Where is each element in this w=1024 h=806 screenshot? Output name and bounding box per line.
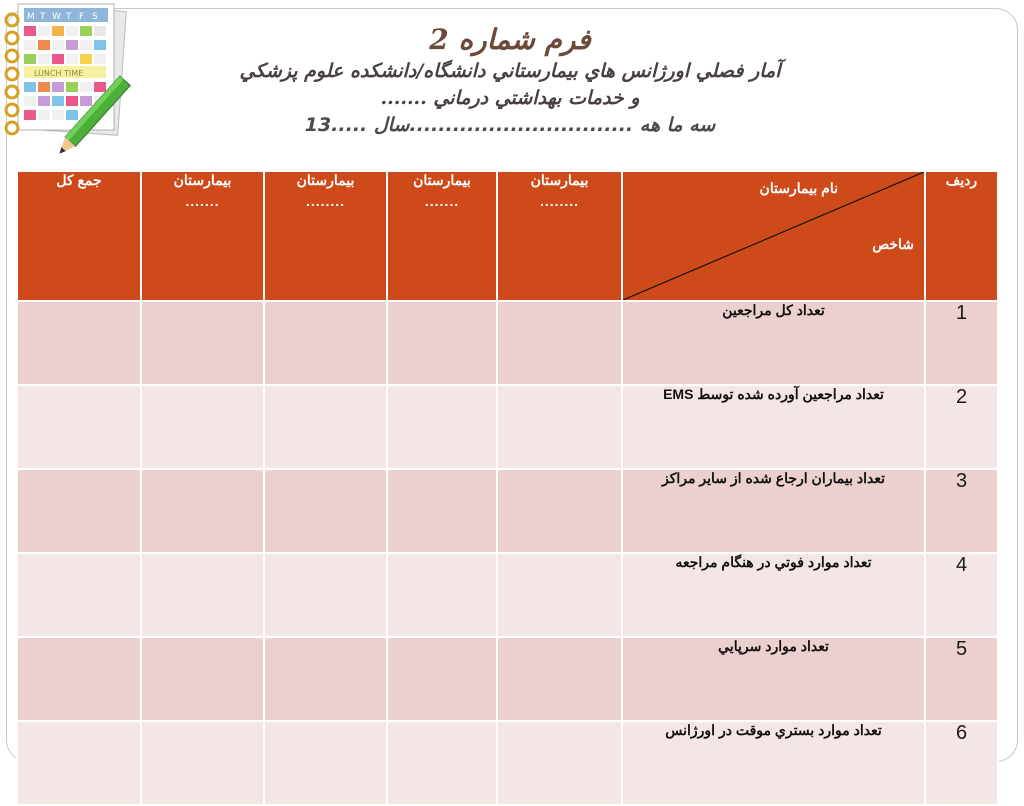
table-row <box>17 469 998 553</box>
svg-text:T: T <box>40 12 46 22</box>
svg-text:S: S <box>92 12 98 22</box>
svg-text:F: F <box>79 12 85 22</box>
table-row <box>17 721 998 805</box>
data-cell[interactable] <box>497 637 622 721</box>
row-number: 6 <box>925 721 998 805</box>
row-number: 1 <box>925 301 998 385</box>
data-cell[interactable] <box>387 721 497 805</box>
svg-text:LUNCH TIME: LUNCH TIME <box>34 69 84 78</box>
total-cell[interactable] <box>17 385 141 469</box>
svg-text:W: W <box>52 12 61 22</box>
total-cell[interactable] <box>17 637 141 721</box>
data-cell[interactable] <box>387 301 497 385</box>
data-cell[interactable] <box>387 469 497 553</box>
form-subtitle-line2: و خدمات بهداشتي درماني ....... <box>380 87 640 109</box>
data-cell[interactable] <box>141 469 264 553</box>
table-row <box>17 637 998 721</box>
data-cell[interactable] <box>387 385 497 469</box>
data-cell[interactable] <box>497 301 622 385</box>
data-cell[interactable] <box>141 553 264 637</box>
row-number: 5 <box>925 637 998 721</box>
data-cell[interactable] <box>264 469 387 553</box>
total-cell[interactable] <box>17 301 141 385</box>
header-total: جمع كل <box>17 171 141 301</box>
total-cell[interactable] <box>17 721 141 805</box>
indicator-label: تعداد مراجعين آورده شده توسط EMS <box>622 385 925 469</box>
form-title: فرم شماره 2 <box>429 23 591 56</box>
header-hospital-2: بيمارستان ....... <box>387 171 497 301</box>
row-number: 2 <box>925 385 998 469</box>
row-number: 4 <box>925 553 998 637</box>
statistics-table <box>16 170 999 806</box>
data-cell[interactable] <box>141 301 264 385</box>
table-row <box>17 553 998 637</box>
data-cell[interactable] <box>387 637 497 721</box>
table-row <box>17 301 998 385</box>
header-hospital-3: بيمارستان ........ <box>264 171 387 301</box>
header-hospital-4: بيمارستان ....... <box>141 171 264 301</box>
data-cell[interactable] <box>497 553 622 637</box>
total-cell[interactable] <box>17 469 141 553</box>
svg-text:T: T <box>66 12 72 22</box>
data-cell[interactable] <box>387 553 497 637</box>
indicator-label: تعداد كل مراجعين <box>622 301 925 385</box>
svg-text:M: M <box>27 12 35 22</box>
header-row-no: رديف <box>925 171 998 301</box>
data-cell[interactable] <box>497 721 622 805</box>
calendar-pencil-illustration <box>2 2 132 162</box>
data-cell[interactable] <box>497 469 622 553</box>
data-cell[interactable] <box>497 385 622 469</box>
form-subtitle-line1: آمار فصلي اورژانس هاي بيمارستاني دانشگاه/دانشكده علوم پزشكي <box>239 60 781 82</box>
data-cell[interactable] <box>264 637 387 721</box>
data-cell[interactable] <box>141 721 264 805</box>
data-cell[interactable] <box>264 553 387 637</box>
header-hospital-indicator <box>622 171 925 301</box>
header-hospital-1: بيمارستان ........ <box>497 171 622 301</box>
total-cell[interactable] <box>17 553 141 637</box>
data-cell[interactable] <box>264 721 387 805</box>
indicator-label: تعداد موارد فوتي در هنگام مراجعه <box>622 553 925 637</box>
data-cell[interactable] <box>141 385 264 469</box>
header-indicator: شاخص <box>872 236 914 252</box>
data-cell[interactable] <box>264 385 387 469</box>
indicator-label: تعداد موارد سرپايي <box>622 637 925 721</box>
data-cell[interactable] <box>141 637 264 721</box>
form-subtitle-line3: سه ما هه ...............................سال .....13 <box>304 114 716 136</box>
header-hospital-name: نام بيمارستان <box>759 180 838 196</box>
table-row <box>17 385 998 469</box>
data-cell[interactable] <box>264 301 387 385</box>
indicator-label: تعداد بيماران ارجاع شده از ساير مراكز <box>622 469 925 553</box>
form-titles <box>120 22 900 139</box>
row-number: 3 <box>925 469 998 553</box>
indicator-label: تعداد موارد بستري موقت در اورژانس <box>622 721 925 805</box>
